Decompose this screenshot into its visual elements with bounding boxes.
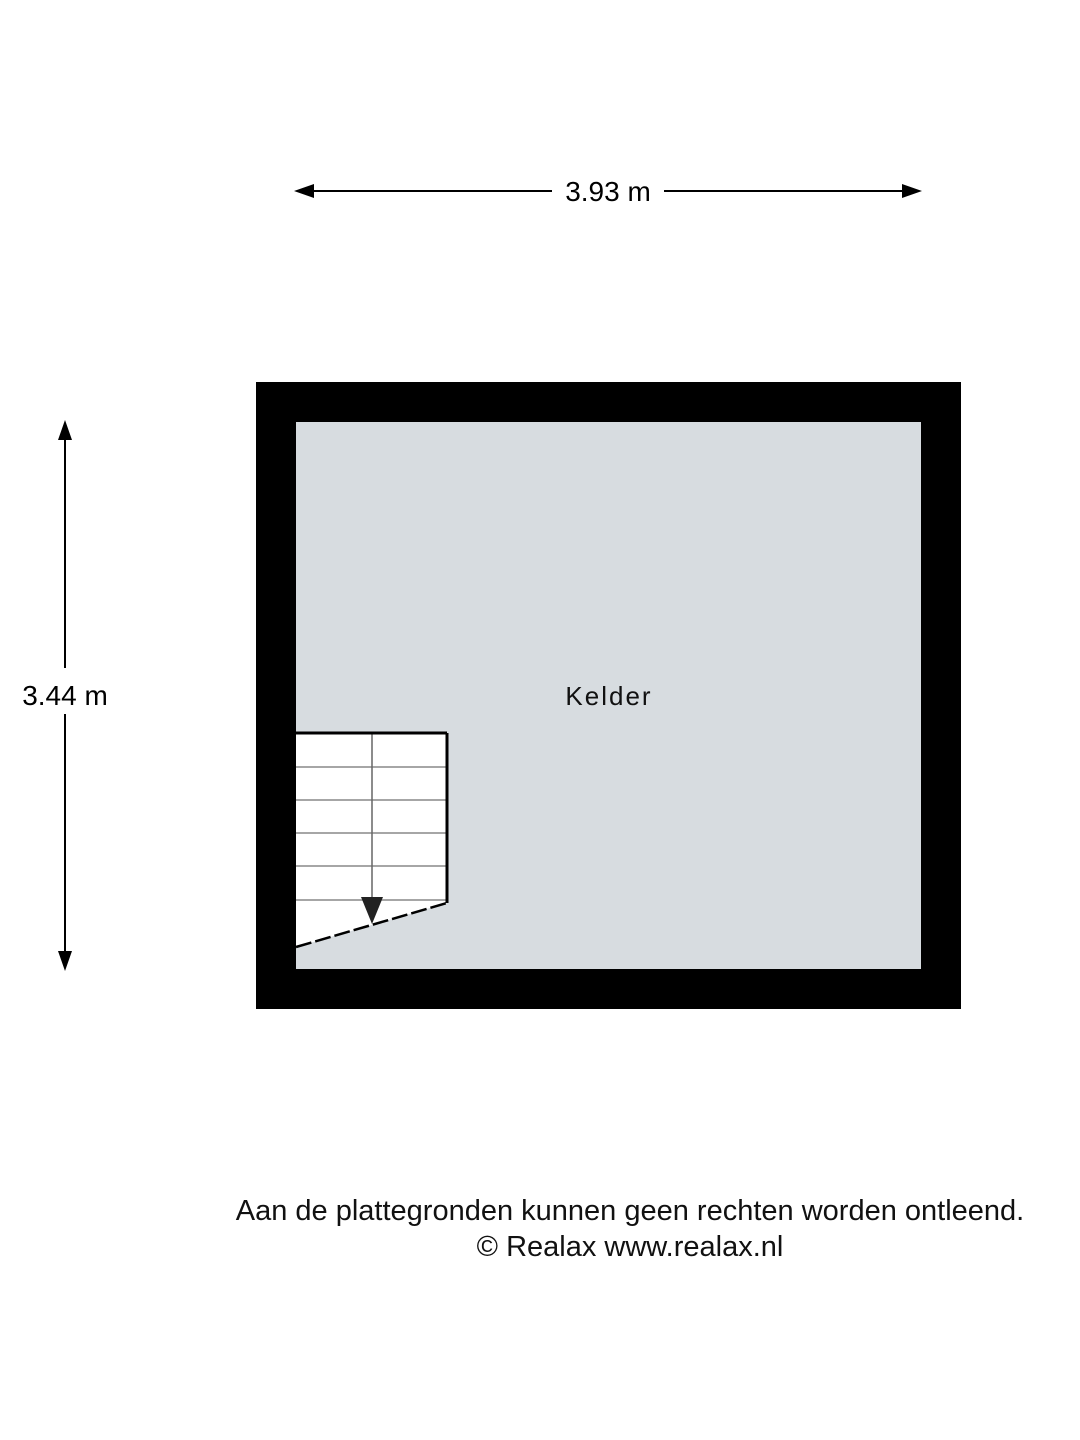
width-dimension-label: 3.93 m [565,176,651,207]
room-name: Kelder [565,681,653,711]
arrow-right-icon [902,184,922,198]
arrow-down-icon [58,951,72,971]
footer [180,1193,1080,1265]
disclaimer-text: Aan de plattegronden kunnen geen rechten worden ontleend. [235,1195,1025,1227]
arrow-left-icon [294,184,314,198]
width-dimension [294,176,922,207]
copyright-text: © Realax www.realax.nl [476,1231,784,1263]
arrow-up-icon [58,420,72,440]
height-dimension [22,420,108,971]
height-dimension-label: 3.44 m [22,680,108,711]
